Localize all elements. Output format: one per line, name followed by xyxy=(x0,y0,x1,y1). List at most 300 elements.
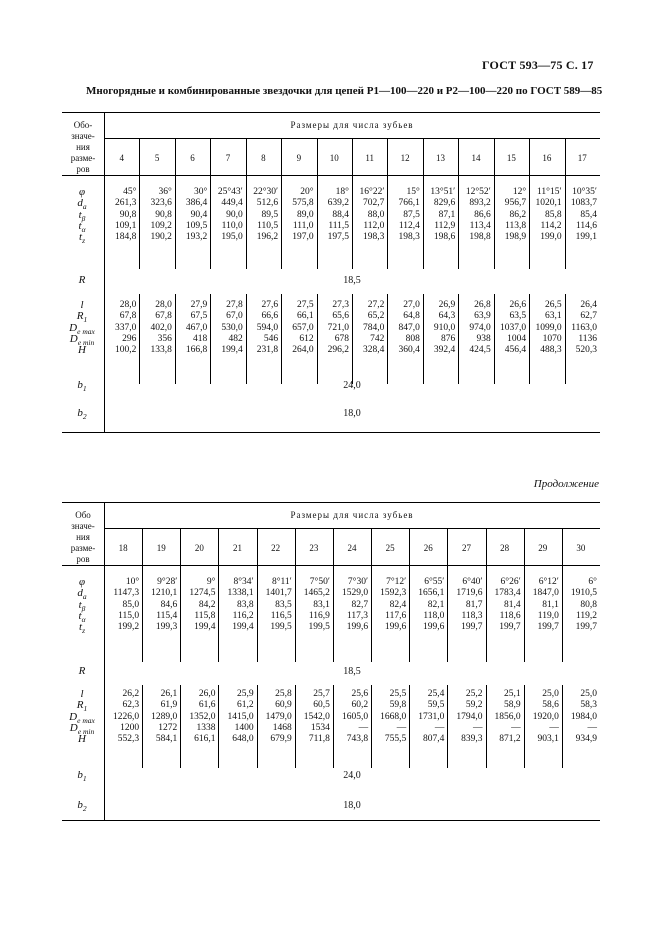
table-cell: 199,1 xyxy=(575,232,597,243)
table-cell: 63,1 xyxy=(544,311,562,322)
row-label-symbol: b xyxy=(77,407,83,419)
table-cell: 87,5 xyxy=(403,209,420,220)
row-label-subscript: e min xyxy=(77,338,95,348)
merged-value: 24,0 xyxy=(343,380,361,391)
table-cell: 424,5 xyxy=(469,345,491,356)
table-cell: 1984,0 xyxy=(570,711,597,722)
table-cell: 743,8 xyxy=(346,734,369,745)
table-cell: 25,0 xyxy=(542,689,559,699)
table-cell: 199,6 xyxy=(346,622,369,633)
table-cell: 1274,5 xyxy=(189,588,216,599)
table-cell: — xyxy=(396,722,407,733)
bottom-rule xyxy=(62,820,600,821)
table-cell: 118,0 xyxy=(423,610,445,621)
table-cell: 199,7 xyxy=(575,622,597,633)
table-cell: 520,3 xyxy=(575,345,597,356)
row-label xyxy=(62,232,102,246)
row-label-symbol: t xyxy=(78,598,82,611)
table-cell: 64,8 xyxy=(403,311,420,322)
table-cell: 199,4 xyxy=(221,345,243,356)
table-cell: 80,8 xyxy=(580,599,597,610)
table-cell: 488,3 xyxy=(540,345,562,356)
table-cell: 1731,0 xyxy=(418,711,445,722)
table-cell: 59,8 xyxy=(389,700,407,711)
table-cell: 9°28′ xyxy=(157,577,178,587)
table-cell: 198,3 xyxy=(363,232,385,243)
column-header-teeth-count: 21 xyxy=(233,543,243,553)
table-cell: 1338,1 xyxy=(227,588,254,599)
table-cell: 784,0 xyxy=(363,322,385,333)
table-cell: 199,2 xyxy=(117,622,140,633)
table-cell: 25,5 xyxy=(389,689,407,699)
table-cell: 115,8 xyxy=(194,610,216,621)
row-label-subscript: e min xyxy=(77,727,95,737)
table-cell: 10°35′ xyxy=(572,187,597,197)
table-cell: 956,7 xyxy=(504,198,527,209)
table-cell: 27,0 xyxy=(403,300,420,310)
table-cell: 82,1 xyxy=(427,599,445,610)
table-cell: 90,8 xyxy=(155,209,172,220)
table-cell: 26,5 xyxy=(544,300,562,310)
table-cell: 82,7 xyxy=(351,599,369,610)
table-cell: 1656,1 xyxy=(418,588,445,599)
row-label-subscript: 2 xyxy=(82,804,87,814)
table-cell: 59,5 xyxy=(427,700,445,711)
sprocket-table-1 xyxy=(62,112,600,432)
table-cell: 530,0 xyxy=(221,322,243,333)
row-label-symbol: R xyxy=(78,274,86,286)
table-cell: 546 xyxy=(263,333,279,344)
column-header-teeth-count: 16 xyxy=(542,153,552,163)
table-cell: 6° xyxy=(588,577,597,587)
row-label-subscript: 1 xyxy=(83,315,88,325)
table-cell: 1163,0 xyxy=(571,322,597,333)
table-cell: 392,4 xyxy=(433,345,456,356)
column-header-teeth-count: 7 xyxy=(225,153,231,163)
table-cell: 1415,0 xyxy=(227,711,254,722)
table-cell: 1272 xyxy=(158,722,178,733)
table-cell: 60,2 xyxy=(351,700,369,711)
row-label-symbol: H xyxy=(78,344,86,357)
table-cell: 1400 xyxy=(234,722,254,733)
stub-header-line: значе- xyxy=(71,521,95,531)
column-header-teeth-count: 13 xyxy=(436,153,446,163)
table-cell: 199,4 xyxy=(194,622,216,633)
row-label-symbol: φ xyxy=(78,186,86,198)
table-cell: 109,2 xyxy=(150,220,172,231)
page-header: ГОСТ 593—75 С. 17 xyxy=(482,58,594,72)
table-cell: 1605,0 xyxy=(341,711,369,722)
table-cell: 25,0 xyxy=(580,689,597,699)
table-cell: 1401,7 xyxy=(265,588,292,599)
table-cell: 1200 xyxy=(120,722,140,733)
row-label-symbol: D xyxy=(69,710,78,723)
table-cell: 199,7 xyxy=(499,622,521,633)
table-cell: 66,1 xyxy=(296,311,314,322)
row-label-symbol: d xyxy=(77,197,83,210)
table-cell: 65,2 xyxy=(367,311,385,322)
table-cell: 1020,1 xyxy=(535,198,562,209)
table-cell: 575,8 xyxy=(292,198,314,209)
stub-header-line: ния xyxy=(76,142,90,152)
table-cell: 110,5 xyxy=(257,220,279,231)
table-cell: 196,2 xyxy=(256,232,279,243)
column-header-teeth-count: 15 xyxy=(506,153,516,163)
table-cell: 90,8 xyxy=(119,209,137,220)
table-cell: 89,0 xyxy=(296,209,314,220)
table-cell: 26,4 xyxy=(580,300,597,310)
table-cell: 61,6 xyxy=(198,700,216,711)
table-caption: Многорядные и комбинированные звездочки для цепей Р1—100—220 и Р2—100—220 по ГОСТ 589—85 xyxy=(86,85,603,97)
table-cell: 7°30′ xyxy=(347,577,369,587)
table-cell: 81,4 xyxy=(504,599,521,610)
table-cell: — xyxy=(511,722,521,733)
table-cell: 61,9 xyxy=(160,700,178,711)
table-cell: 25,7 xyxy=(313,689,330,699)
table-cell: 594,0 xyxy=(256,322,279,333)
column-header-teeth-count: 24 xyxy=(347,543,357,553)
table-cell: 119,2 xyxy=(575,610,597,621)
stub-header-line: значе- xyxy=(71,131,95,141)
table-cell: 84,6 xyxy=(160,599,178,610)
table-cell: 114,6 xyxy=(575,220,597,231)
table-cell: 910,0 xyxy=(433,322,456,333)
column-header-teeth-count: 23 xyxy=(309,543,319,553)
table-cell: — xyxy=(549,722,559,733)
table-cell: 26,2 xyxy=(122,689,140,699)
table-cell: 648,0 xyxy=(232,734,254,745)
table-cell: 807,4 xyxy=(422,734,445,745)
table-cell: 85,0 xyxy=(122,599,140,610)
merged-value: 18,5 xyxy=(343,275,361,286)
table-cell: 26,0 xyxy=(198,689,216,699)
table-cell: 59,2 xyxy=(465,700,483,711)
table-cell: 117,6 xyxy=(385,610,407,621)
table-cell: 337,0 xyxy=(115,322,137,333)
table-cell: 199,7 xyxy=(461,622,483,633)
table-cell: 27,3 xyxy=(332,300,349,310)
table-cell: 296,2 xyxy=(327,345,349,356)
table-cell: 356 xyxy=(157,333,172,344)
table-cell: 402,0 xyxy=(150,322,172,333)
table-cell: 117,3 xyxy=(347,610,369,621)
row-label-symbol: t xyxy=(78,219,82,232)
row-label-symbol: t xyxy=(79,621,83,634)
row-label xyxy=(62,622,102,636)
table-cell: 1083,7 xyxy=(570,198,597,209)
header-rule xyxy=(62,175,600,176)
table-cell: 903,1 xyxy=(537,734,559,745)
column-header-teeth-count: 12 xyxy=(400,153,410,163)
column-header-teeth-count: 19 xyxy=(156,543,166,553)
table-cell: 449,4 xyxy=(221,198,243,209)
table-cell: 261,3 xyxy=(115,198,137,209)
table-cell: 45° xyxy=(123,187,137,197)
table-cell: 115,0 xyxy=(118,610,140,621)
table-cell: 199,5 xyxy=(308,622,330,633)
table-cell: 114,2 xyxy=(540,220,562,231)
table-cell: 6°26′ xyxy=(500,577,521,587)
table-cell: 58,6 xyxy=(542,700,559,711)
table-cell: 84,2 xyxy=(198,599,216,610)
column-header-teeth-count: 8 xyxy=(261,153,266,163)
row-label-subscript: 2 xyxy=(82,412,87,422)
table-cell: 86,2 xyxy=(509,209,527,220)
table-cell: 1847,0 xyxy=(532,588,559,599)
table-cell: 62,7 xyxy=(580,311,597,322)
row-label xyxy=(62,408,102,422)
table-cell: 8°34′ xyxy=(233,577,254,587)
top-rule xyxy=(62,112,600,113)
table-cell: 12° xyxy=(512,187,527,197)
table-cell: 13°51′ xyxy=(430,187,456,197)
table-cell: 679,9 xyxy=(270,734,292,745)
column-group-header: Размеры для числа зубьев xyxy=(290,510,414,520)
row-label-symbol: t xyxy=(78,208,82,221)
table-cell: 1794,0 xyxy=(456,711,483,722)
column-header-teeth-count: 5 xyxy=(154,153,160,163)
table-cell: 1668,0 xyxy=(380,711,407,722)
table-cell: 116,2 xyxy=(232,610,254,621)
table-cell: 81,1 xyxy=(542,599,559,610)
stub-header-line: ров xyxy=(76,554,90,564)
table-cell: 25,9 xyxy=(236,689,254,699)
table-cell: 1529,0 xyxy=(341,588,369,599)
table-cell: 25,8 xyxy=(275,689,292,699)
table-cell: 88,4 xyxy=(332,209,349,220)
column-header-teeth-count: 17 xyxy=(577,153,587,163)
row-label-symbol: D xyxy=(69,321,78,334)
table-cell: 1136 xyxy=(578,333,597,344)
table-cell: 766,1 xyxy=(398,198,420,209)
table-cell: 81,7 xyxy=(465,599,483,610)
table-cell: 87,1 xyxy=(438,209,456,220)
table-cell: 934,9 xyxy=(575,734,597,745)
table-cell: 584,1 xyxy=(155,734,178,745)
table-cell: 88,0 xyxy=(367,209,385,220)
row-label-subscript: α xyxy=(81,225,86,235)
table-cell: 1856,0 xyxy=(494,711,521,722)
row-label-symbol: R xyxy=(78,665,86,677)
table-cell: 166,8 xyxy=(185,345,208,356)
table-cell: 26,8 xyxy=(474,300,491,310)
table-cell: 118,3 xyxy=(461,610,483,621)
table-cell: 58,9 xyxy=(504,700,521,711)
column-header-teeth-count: 18 xyxy=(118,543,128,553)
table-cell: 113,8 xyxy=(505,220,527,231)
row-label-subscript: z xyxy=(82,626,85,636)
top-rule xyxy=(62,502,600,503)
merged-value: 18,0 xyxy=(343,800,361,811)
table-cell: 1468 xyxy=(272,722,292,733)
table-cell: 30° xyxy=(193,187,208,197)
table-cell: 64,3 xyxy=(438,311,456,322)
table-cell: 63,5 xyxy=(509,311,527,322)
table-cell: 702,7 xyxy=(363,198,385,209)
table-cell: 711,8 xyxy=(308,734,330,745)
table-cell: 197,5 xyxy=(327,232,349,243)
sprocket-table-2 xyxy=(62,502,600,820)
row-label-symbol: t xyxy=(78,609,82,622)
row-label-subscript: β xyxy=(81,213,86,223)
table-cell: 25,6 xyxy=(351,689,369,699)
table-cell: 323,6 xyxy=(150,198,172,209)
table-cell: 109,1 xyxy=(115,220,137,231)
table-cell: 742 xyxy=(370,333,385,344)
table-cell: 133,8 xyxy=(150,345,172,356)
table-cell: 616,1 xyxy=(194,734,216,745)
continuation-label: Продолжение xyxy=(533,478,599,490)
table-cell: 28,0 xyxy=(119,300,137,310)
table-cell: 118,6 xyxy=(499,610,521,621)
table-cell: 938 xyxy=(476,333,491,344)
table-cell: 27,8 xyxy=(226,300,243,310)
table-cell: 15° xyxy=(406,187,420,197)
table-cell: 85,8 xyxy=(544,209,562,220)
table-cell: 58,3 xyxy=(580,700,597,711)
column-header-teeth-count: 11 xyxy=(365,153,375,163)
table-cell: 111,5 xyxy=(328,220,349,231)
table-cell: 27,6 xyxy=(261,300,279,310)
table-cell: 974,0 xyxy=(469,322,491,333)
table-cell: 83,8 xyxy=(236,599,254,610)
table-cell: 65,6 xyxy=(332,311,349,322)
row-label-subscript: e max xyxy=(77,326,95,336)
table-cell: 61,2 xyxy=(236,700,254,711)
table-cell: 839,3 xyxy=(461,734,483,745)
table-cell: 198,9 xyxy=(504,232,527,243)
column-header-teeth-count: 22 xyxy=(271,543,281,553)
stub-header-line: разме- xyxy=(70,153,96,163)
table-cell: 190,2 xyxy=(150,232,172,243)
table-cell: 90,4 xyxy=(190,209,208,220)
table-cell: 612 xyxy=(299,333,314,344)
table-cell: 678 xyxy=(334,333,349,344)
table-cell: 10° xyxy=(125,577,140,587)
table-cell: 482 xyxy=(228,333,243,344)
table-cell: 1004 xyxy=(507,333,527,344)
table-cell: 83,1 xyxy=(313,599,330,610)
column-header-teeth-count: 27 xyxy=(461,543,471,553)
row-label-symbol: t xyxy=(79,231,83,244)
table-cell: 6°40′ xyxy=(462,577,483,587)
table-cell: 67,0 xyxy=(226,311,243,322)
table-cell: 184,8 xyxy=(115,232,137,243)
table-cell: 100,2 xyxy=(115,345,137,356)
row-label-symbol: b xyxy=(77,799,83,811)
table-cell: 27,2 xyxy=(367,300,385,310)
row-label-subscript: β xyxy=(81,603,86,613)
table-cell: 6°55′ xyxy=(424,577,445,587)
table-cell: 25,4 xyxy=(427,689,445,699)
merged-value: 18,0 xyxy=(343,408,361,419)
table-cell: 89,5 xyxy=(261,209,279,220)
table-cell: 198,3 xyxy=(398,232,420,243)
bottom-rule xyxy=(62,432,600,433)
table-cell: 16°22′ xyxy=(359,187,385,197)
table-cell: 116,5 xyxy=(270,610,292,621)
table-cell: 552,3 xyxy=(117,734,140,745)
row-label-symbol: H xyxy=(78,733,86,746)
table-cell: 113,4 xyxy=(469,220,491,231)
table-cell: 1465,2 xyxy=(303,588,330,599)
row-label-symbol: l xyxy=(80,688,84,700)
row-label-symbol: d xyxy=(77,587,83,600)
row-label xyxy=(62,734,102,745)
table-cell: 721,0 xyxy=(327,322,349,333)
table-cell: 1719,6 xyxy=(456,588,483,599)
row-label-symbol: D xyxy=(69,721,78,734)
column-header-teeth-count: 6 xyxy=(190,153,195,163)
table-cell: 83,5 xyxy=(275,599,292,610)
table-cell: 1210,1 xyxy=(151,588,178,599)
table-cell: 90,0 xyxy=(226,209,243,220)
table-cell: 111,0 xyxy=(292,220,314,231)
table-cell: 360,4 xyxy=(398,345,420,356)
table-cell: 1534 xyxy=(310,722,330,733)
stub-header-line: Обо xyxy=(75,510,91,520)
column-header-teeth-count: 30 xyxy=(576,543,586,553)
row-label-symbol: b xyxy=(77,379,83,391)
column-header-teeth-count: 10 xyxy=(329,153,339,163)
table-cell: 25°43′ xyxy=(217,187,243,197)
table-cell: 26,1 xyxy=(160,689,178,699)
table-cell: 199,7 xyxy=(537,622,559,633)
table-cell: 112,4 xyxy=(398,220,420,231)
table-cell: 28,0 xyxy=(155,300,172,310)
table-cell: 1289,0 xyxy=(151,711,178,722)
table-cell: 8°11′ xyxy=(271,577,292,587)
table-cell: 199,5 xyxy=(270,622,292,633)
row-label-symbol: R xyxy=(76,310,84,323)
table-cell: — xyxy=(434,722,445,733)
table-cell: 1226,0 xyxy=(113,711,140,722)
table-cell: 1920,0 xyxy=(532,711,559,722)
row-label-subscript: 1 xyxy=(83,704,88,714)
table-cell: 85,4 xyxy=(580,209,597,220)
table-cell: 67,8 xyxy=(155,311,172,322)
column-header-teeth-count: 26 xyxy=(423,543,433,553)
table-cell: 27,9 xyxy=(190,300,208,310)
row-label-symbol: D xyxy=(69,332,78,345)
row-label xyxy=(62,380,102,394)
table-cell: 27,5 xyxy=(296,300,314,310)
column-header-teeth-count: 9 xyxy=(296,153,302,163)
subheader-rule xyxy=(104,528,600,529)
table-cell: 657,0 xyxy=(292,322,314,333)
merged-value: 18,5 xyxy=(343,666,361,677)
table-cell: 755,5 xyxy=(384,734,407,745)
table-cell: 26,6 xyxy=(509,300,527,310)
column-header-teeth-count: 29 xyxy=(538,543,548,553)
table-cell: 1070 xyxy=(542,333,562,344)
row-label xyxy=(62,666,102,677)
stub-header-line: Обо- xyxy=(73,120,93,130)
column-header-teeth-count: 25 xyxy=(385,543,395,553)
table-cell: 112,0 xyxy=(363,220,385,231)
stub-header-line: ния xyxy=(76,532,90,542)
table-cell: 456,4 xyxy=(504,345,527,356)
table-cell: 1352,0 xyxy=(189,711,216,722)
table-cell: 9° xyxy=(206,577,216,587)
table-cell: — xyxy=(358,722,369,733)
stub-header-line: ров xyxy=(76,164,90,174)
table-cell: 808 xyxy=(405,333,420,344)
table-cell: 60,9 xyxy=(275,700,292,711)
table-cell: 36° xyxy=(158,187,172,197)
table-cell: 110,0 xyxy=(221,220,243,231)
table-cell: 328,4 xyxy=(363,345,385,356)
